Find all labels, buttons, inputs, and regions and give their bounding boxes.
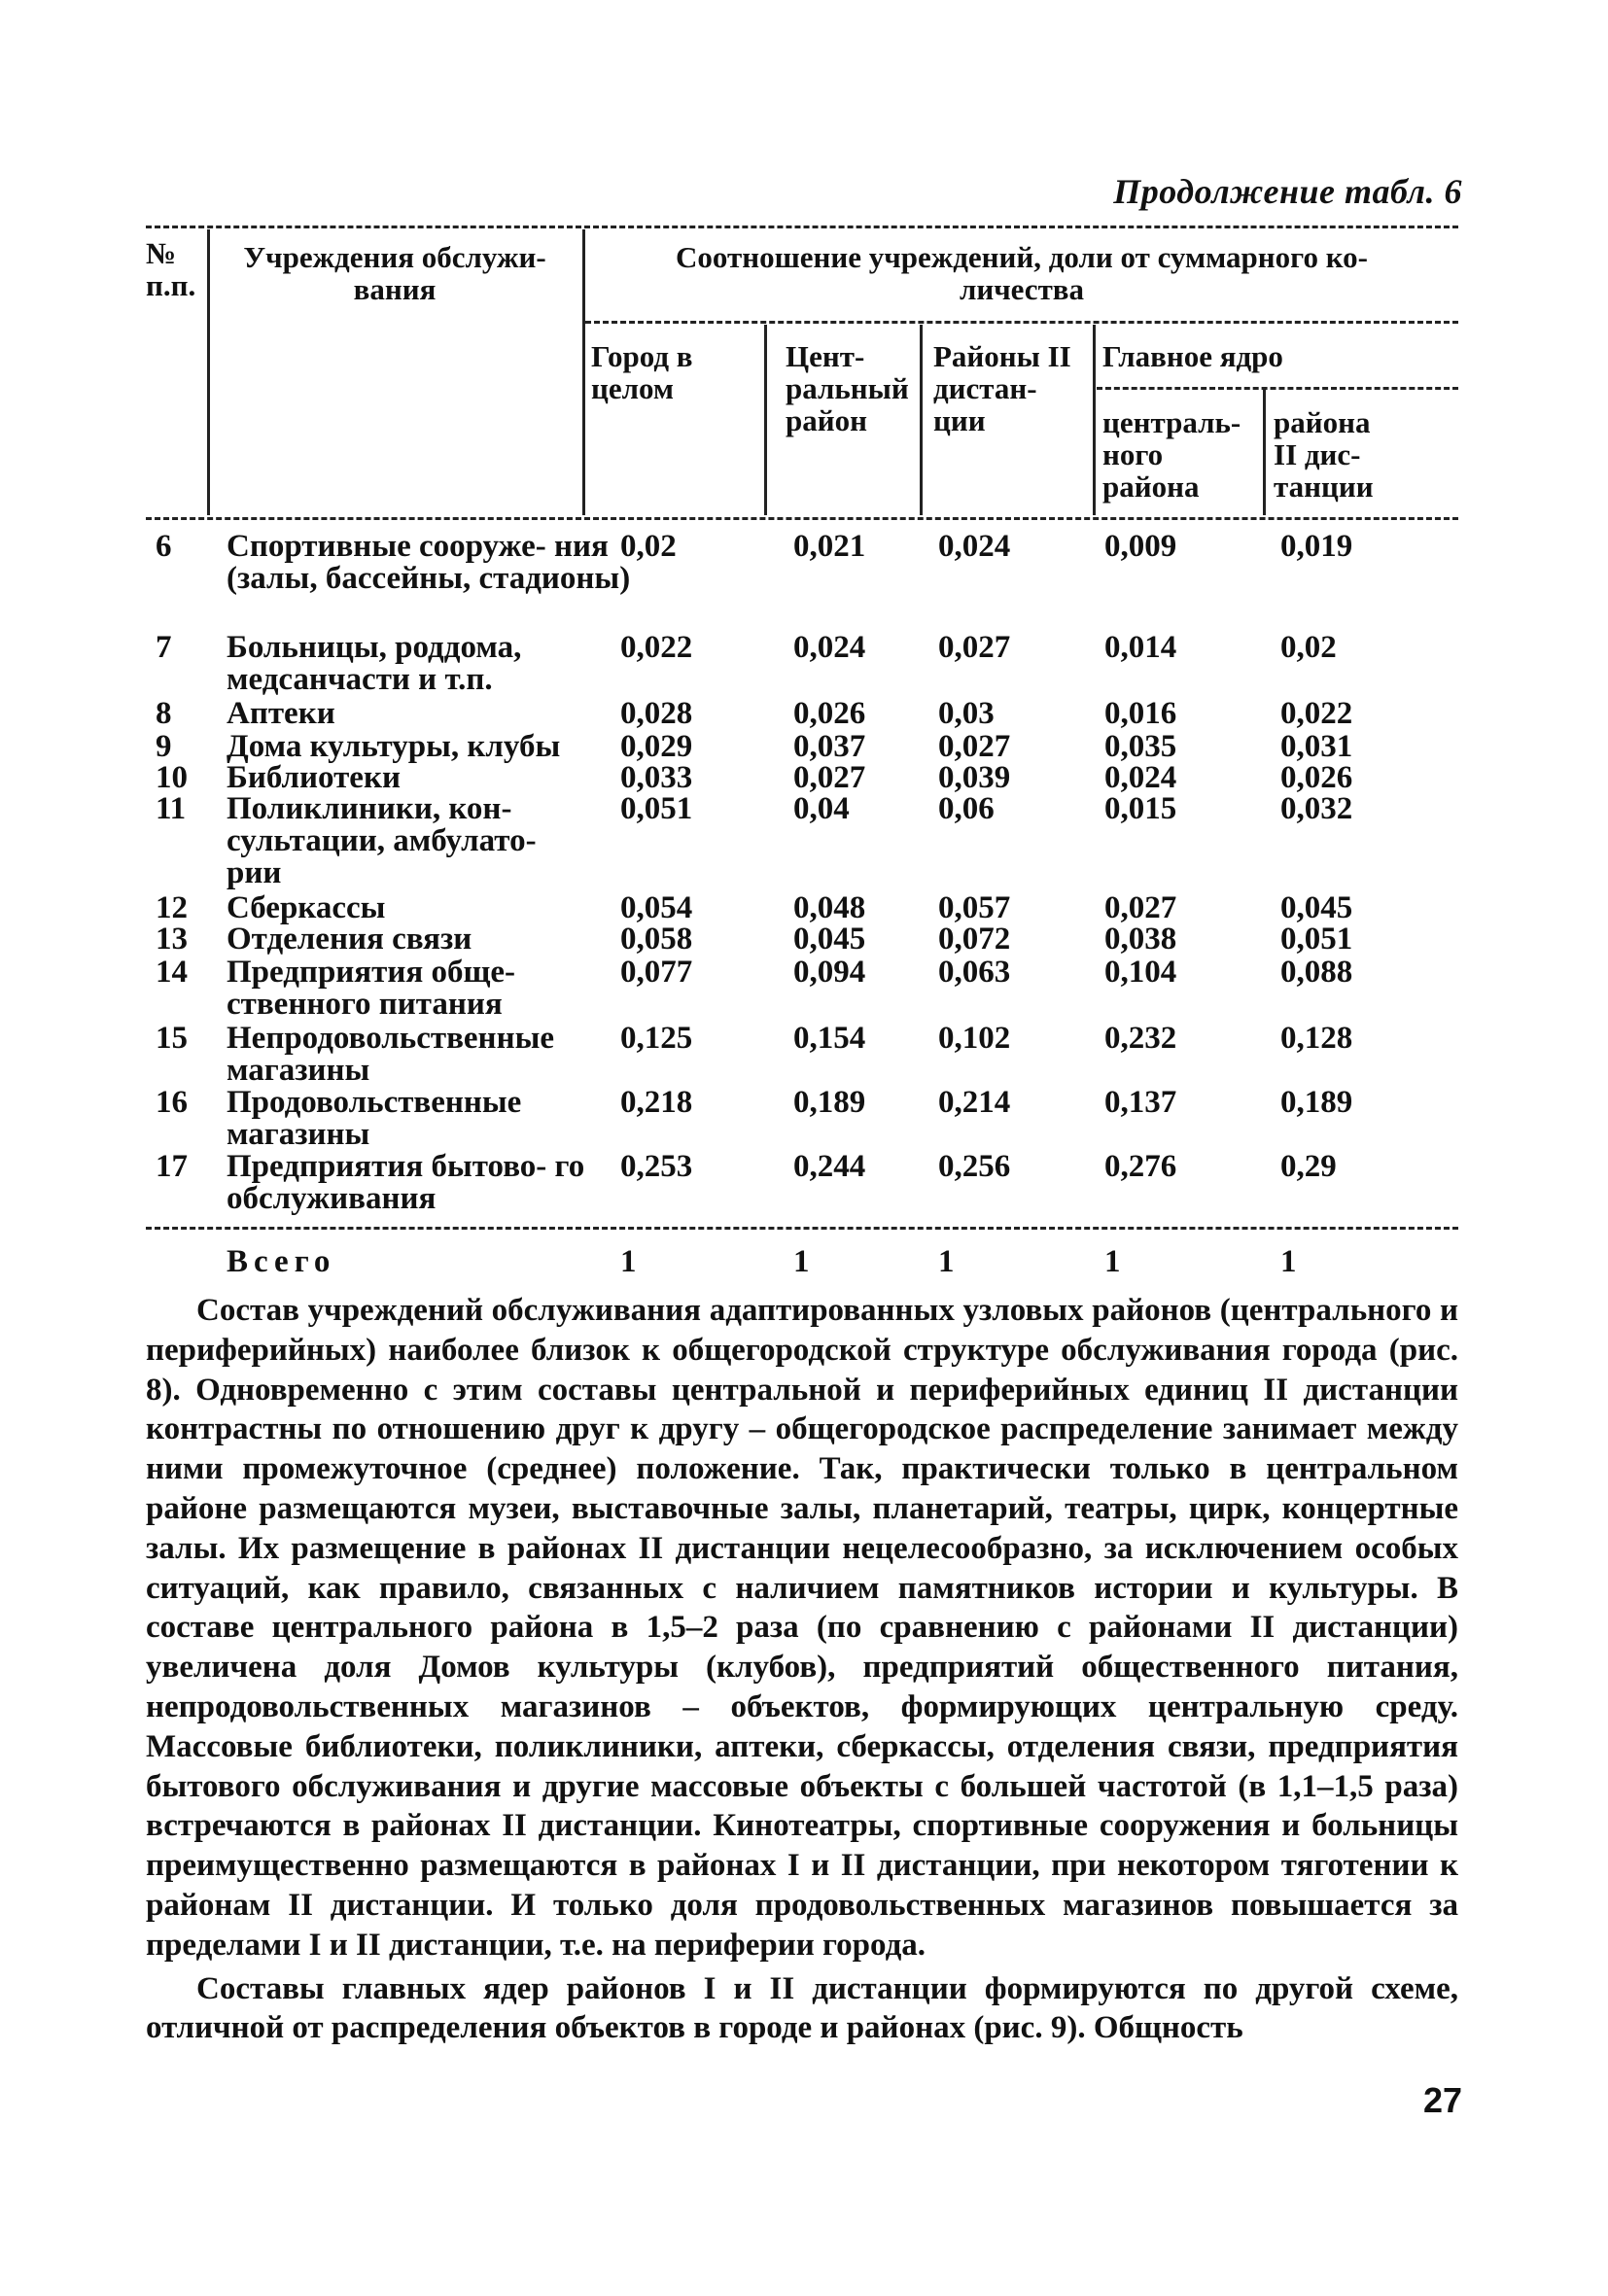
value-core-district: 0,032 [1280,791,1353,826]
paragraph: Составы главных ядер районов I и II дистанции формируются по другой схеме, отличной от распределения объектов в городе и районах (рис. 9). Общность [146,1970,1458,2046]
value-city: 0,022 [620,630,693,665]
table-top-rule [146,226,1458,228]
value-core-central: 0,009 [1104,529,1177,564]
value-core-central: 0,038 [1104,922,1177,957]
total-city: 1 [620,1244,637,1279]
value-districts: 0,072 [938,922,1011,957]
value-city: 0,028 [620,696,693,731]
header-number [146,237,195,301]
value-central: 0,021 [793,529,866,564]
value-city: 0,029 [620,729,693,764]
header-ratio-line1: Соотношение учреждений, доли от суммарного ко- [676,240,1368,274]
row-institution: Больницы, роддома, медсанчасти и т.п. [227,630,522,697]
header-core-central-line1: централь- [1102,405,1241,439]
header-institution-line1: Учреждения обслужи- [243,240,546,274]
row-number: 10 [156,760,188,795]
total-core-district: 1 [1280,1244,1297,1279]
header-central-line2: ральный [786,371,909,405]
value-city: 0,054 [620,890,693,925]
header-core: Главное ядро [1102,339,1283,373]
header-core-central-line3: района [1102,470,1200,504]
value-central: 0,037 [793,729,866,764]
header-number-line1: № [146,236,177,270]
row-institution: Библиотеки [227,760,401,795]
value-core-district: 0,051 [1280,922,1353,957]
paragraph: Состав учреждений обслуживания адаптированных узловых районов (центрального и периферийных) наиболее близок к общегородской структуре обслуживания города (рис. 8). Одновременно с этим составы центральной и периферийных единиц II дистанции контрастны по отношению друг к другу – общегородское распределение занимает между ними промежуточное (среднее) положение. Так, практически только в центральном районе размещаются музеи, выставочные залы, планетарий, театры, цирк, концертные залы. Их размещение в районах II дистанции нецелесообразно, за исключением особых ситуаций, как правило, связанных с наличием памятников истории и культуры. В составе центрального района в 1,5–2 раза (по сравнению с районами II дистанции) увеличена доля Домов культуры (клубов), предприятий общественного питания, непродовольственных магазинов – объектов, формирующих центральную среду. Массовые библиотеки, поликлиники, аптеки, сберкассы, отделения связи, предприятия бытового обслуживания и другие массовые объекты с большей частотой (в 1,1–1,5 раза) встречаются в районах II дистанции. Кинотеатры, спортивные сооружения и больницы преимущественно размещаются в районах I и II дистанции, при некотором тяготении к районам II дистанции. И только доля продовольственных магазинов повышается за пределами I и II дистанции, т.е. на периферии города. [146,1293,1458,1963]
total-label: Всего [227,1244,336,1279]
row-institution: Предприятия бытово- го обслуживания [227,1149,585,1216]
value-core-central: 0,024 [1104,760,1177,795]
row-number: 15 [156,1021,188,1056]
row-institution: Продовольственные магазины [227,1085,522,1152]
value-districts: 0,063 [938,955,1011,990]
row-institution: Дома культуры, клубы [227,729,561,764]
value-core-district: 0,019 [1280,529,1353,564]
value-districts: 0,06 [938,791,995,826]
header-districts-line3: ции [933,403,986,437]
header-city-line1: Город в [591,339,693,373]
value-core-central: 0,276 [1104,1149,1177,1184]
header-central-line1: Цент- [786,339,865,373]
header-districts [933,340,1071,436]
value-central: 0,027 [793,760,866,795]
header-core-district-line2: II дис- [1274,437,1361,471]
value-core-district: 0,088 [1280,955,1353,990]
value-city: 0,051 [620,791,693,826]
value-core-central: 0,027 [1104,890,1177,925]
value-core-district: 0,02 [1280,630,1337,665]
header-central [786,340,909,436]
value-central: 0,04 [793,791,850,826]
value-core-district: 0,29 [1280,1149,1337,1184]
value-districts: 0,256 [938,1149,1011,1184]
header-divider-city [764,325,767,515]
value-core-central: 0,137 [1104,1085,1177,1120]
header-core-subrule [1097,387,1458,390]
total-core-central: 1 [1104,1244,1121,1279]
value-districts: 0,03 [938,696,995,731]
value-core-central: 0,035 [1104,729,1177,764]
header-central-line3: район [786,403,867,437]
header-core-central [1102,406,1241,503]
row-number: 14 [156,955,188,990]
row-number: 9 [156,729,172,764]
value-central: 0,045 [793,922,866,957]
value-districts: 0,057 [938,890,1011,925]
value-districts: 0,039 [938,760,1011,795]
table-caption: Продолжение табл. 6 [1113,172,1462,211]
value-core-district: 0,031 [1280,729,1353,764]
row-number: 7 [156,630,172,665]
value-central: 0,024 [793,630,866,665]
row-institution: Отделения связи [227,922,472,957]
header-city [591,340,693,404]
value-city: 0,033 [620,760,693,795]
value-districts: 0,027 [938,630,1011,665]
header-institution [210,241,579,305]
body-text [146,1291,1458,2048]
value-core-district: 0,128 [1280,1021,1353,1056]
header-core-district-line3: танции [1274,470,1374,504]
header-institution-line2: вания [353,272,437,306]
row-number: 13 [156,922,188,957]
value-central: 0,094 [793,955,866,990]
header-divider-districts [1093,325,1096,515]
value-central: 0,026 [793,696,866,731]
value-city: 0,058 [620,922,693,957]
row-number: 11 [156,791,187,826]
value-districts: 0,102 [938,1021,1011,1056]
header-core-district [1274,406,1374,503]
row-institution: Аптеки [227,696,335,731]
header-ratio-title [585,241,1458,305]
header-subrule [585,321,1458,324]
header-districts-line2: дистан- [933,371,1037,405]
value-districts: 0,027 [938,729,1011,764]
header-divider-num [207,229,210,515]
value-core-district: 0,189 [1280,1085,1353,1120]
value-core-central: 0,015 [1104,791,1177,826]
total-rule [146,1227,1458,1230]
value-central: 0,244 [793,1149,866,1184]
row-institution: Сберкассы [227,890,386,925]
value-districts: 0,024 [938,529,1011,564]
row-number: 6 [156,529,172,564]
header-divider-institution [582,229,585,515]
total-central: 1 [793,1244,810,1279]
value-city: 0,077 [620,955,693,990]
row-number: 12 [156,890,188,925]
page-number: 27 [1422,2080,1462,2120]
row-institution: Спортивные сооруже- ния (залы, бассейны, стадионы) [227,529,631,596]
total-districts: 1 [938,1244,955,1279]
value-city: 0,02 [620,529,677,564]
header-divider-central [920,325,923,515]
header-districts-line1: Районы II [933,339,1071,373]
row-number: 16 [156,1085,188,1120]
value-core-district: 0,026 [1280,760,1353,795]
row-institution: Непродовольственные магазины [227,1021,554,1088]
row-institution: Поликлиники, кон- сультации, амбулато- рии [227,791,537,890]
header-bottom-rule [146,517,1458,520]
value-districts: 0,214 [938,1085,1011,1120]
row-number: 17 [156,1149,188,1184]
header-city-line2: целом [591,371,675,405]
value-core-central: 0,016 [1104,696,1177,731]
value-core-district: 0,022 [1280,696,1353,731]
value-central: 0,154 [793,1021,866,1056]
header-ratio-line2: личества [959,272,1085,306]
value-core-central: 0,014 [1104,630,1177,665]
value-core-central: 0,232 [1104,1021,1177,1056]
header-core-district-line1: района [1274,405,1371,439]
header-number-line2: п.п. [146,268,196,302]
header-core-central-line2: ного [1102,437,1164,471]
value-core-central: 0,104 [1104,955,1177,990]
row-institution: Предприятия обще- ственного питания [227,955,515,1022]
value-city: 0,125 [620,1021,693,1056]
row-number: 8 [156,696,172,731]
value-core-district: 0,045 [1280,890,1353,925]
header-divider-core [1263,389,1266,515]
value-city: 0,253 [620,1149,693,1184]
value-central: 0,048 [793,890,866,925]
value-central: 0,189 [793,1085,866,1120]
value-city: 0,218 [620,1085,693,1120]
